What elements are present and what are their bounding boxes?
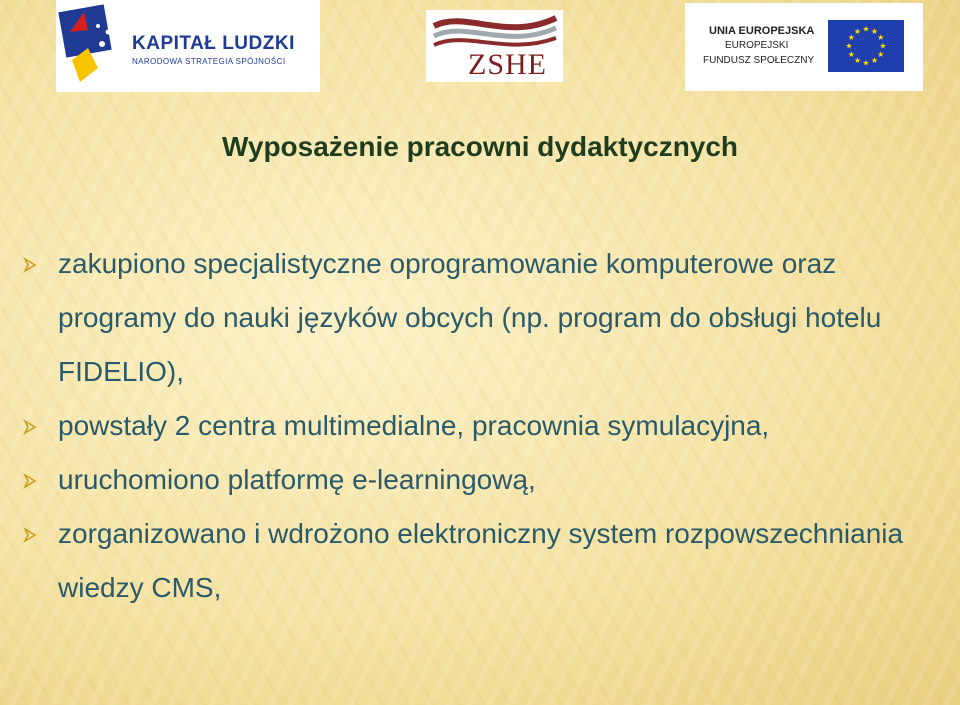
arrow-bullet-icon (22, 473, 38, 489)
eu-star: ★ (862, 24, 870, 34)
eu-star: ★ (845, 41, 853, 51)
page-title: Wyposażenie pracowni dydaktycznych (221, 131, 739, 162)
eu-star: ★ (870, 56, 879, 66)
kapital-ludzki-logo (56, 0, 320, 92)
eu-star: ★ (847, 50, 855, 59)
list-item-text: zorganizowano i wdrożono elektroniczny system rozpowszechniania wiedzy CMS, (58, 518, 904, 603)
eu-line1: UNIA EUROPEJSKA (709, 25, 815, 37)
list-item (22, 399, 952, 453)
eu-star: ★ (847, 33, 855, 42)
eu-star: ★ (877, 50, 885, 59)
eu-star: ★ (862, 58, 870, 68)
list-item-text: powstały 2 centra multimedialne, pracownia symulacyjna, (58, 410, 770, 441)
kapital-ludzki-text: KAPITAŁ LUDZKI (132, 33, 295, 54)
eu-logo (685, 3, 923, 91)
kapital-ludzki-emblem-icon (58, 2, 130, 92)
eu-line3: FUNDUSZ SPOŁECZNY (703, 55, 815, 66)
eu-flag-icon (828, 20, 904, 72)
arrow-bullet-icon (22, 527, 38, 543)
eu-star: ★ (853, 26, 862, 36)
zshe-wave-icon (426, 12, 563, 52)
list-item (22, 453, 952, 507)
kapital-ludzki-subtitle: NARODOWA STRATEGIA SPÓJNOŚCI (132, 57, 286, 66)
list-item (22, 507, 952, 615)
arrow-bullet-icon (22, 257, 38, 273)
zshe-text: ZSHE (468, 48, 547, 81)
eu-star: ★ (879, 41, 887, 51)
list-item-text: uruchomiono platformę e-learningową, (58, 464, 536, 495)
eu-star: ★ (870, 26, 879, 36)
list-item-text: zakupiono specjalistyczne oprogramowanie komputerowe oraz programy do nauki języków obcych (np. program do obsługi hotelu FIDELIO), (58, 248, 882, 387)
bullet-list (22, 237, 952, 615)
list-item (22, 237, 952, 399)
eu-star: ★ (853, 56, 862, 66)
arrow-bullet-icon (22, 419, 38, 435)
eu-line2: EUROPEJSKI (725, 40, 789, 51)
eu-star: ★ (877, 33, 885, 42)
zshe-logo (426, 10, 563, 82)
